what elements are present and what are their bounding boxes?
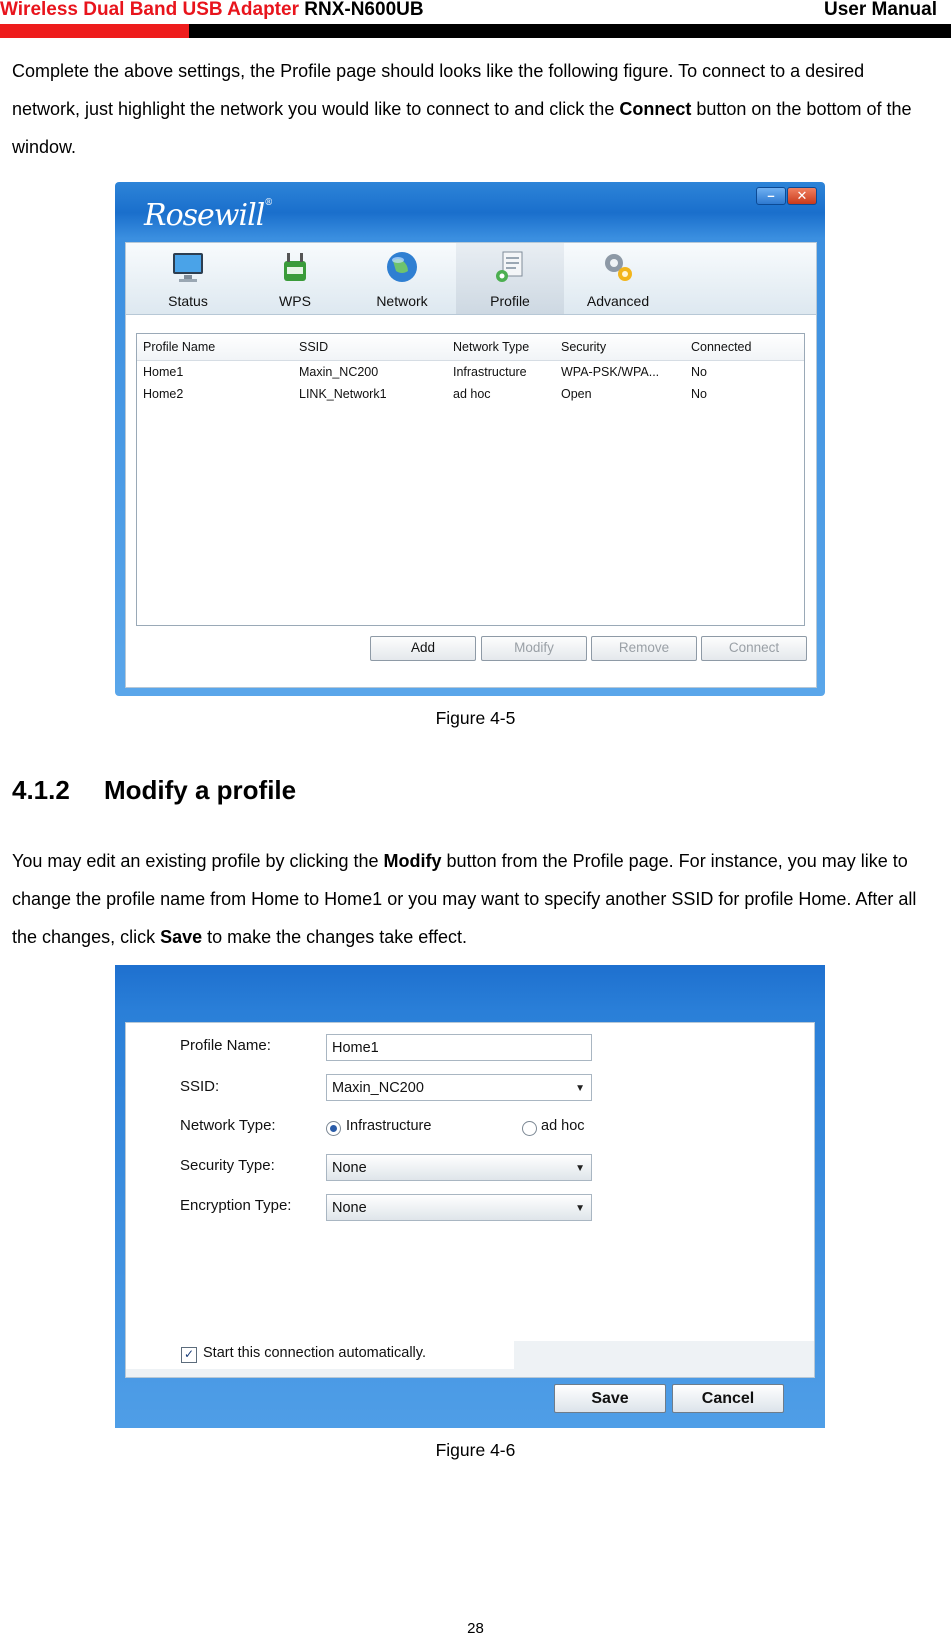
page-header bbox=[0, 0, 951, 38]
section-heading bbox=[12, 775, 296, 806]
profile-panel bbox=[125, 314, 817, 688]
network-type-label: Network Type: bbox=[180, 1117, 276, 1134]
auto-connect-strip bbox=[126, 1341, 814, 1377]
tab-wps[interactable] bbox=[241, 243, 349, 315]
profile-name-input[interactable]: Home1 bbox=[326, 1034, 592, 1061]
model-number: RNX-N600UB bbox=[304, 0, 424, 20]
security-type-label: Security Type: bbox=[180, 1157, 275, 1174]
header-black-bar bbox=[189, 24, 951, 38]
infrastructure-radio-label: Infrastructure bbox=[346, 1118, 432, 1134]
intro-bold-connect: Connect bbox=[619, 99, 692, 119]
header-manual-label: User Manual bbox=[824, 0, 937, 20]
encryption-type-label: Encryption Type: bbox=[180, 1197, 292, 1214]
tab-network[interactable] bbox=[348, 243, 456, 315]
adhoc-radio-label: ad hoc bbox=[541, 1118, 585, 1134]
section-title: Modify a profile bbox=[104, 775, 297, 805]
table-cell: Home2 bbox=[143, 387, 184, 401]
modify-bold-save: Save bbox=[160, 927, 203, 947]
tab-status[interactable] bbox=[134, 243, 242, 315]
minimize-button[interactable]: – bbox=[756, 187, 786, 205]
table-cell: Open bbox=[561, 387, 592, 401]
security-type-value: None bbox=[332, 1160, 367, 1176]
infrastructure-radio[interactable] bbox=[326, 1121, 341, 1136]
tab-profile-label: Profile bbox=[490, 293, 530, 309]
header-red-bar bbox=[0, 24, 189, 38]
auto-connect-label: Start this connection automatically. bbox=[203, 1345, 426, 1361]
modify-profile-window-screenshot bbox=[115, 965, 825, 1428]
ssid-combobox[interactable] bbox=[326, 1074, 592, 1101]
table-cell: WPA-PSK/WPA... bbox=[561, 365, 660, 379]
modify-text-a: You may edit an existing profile by clicking the bbox=[12, 851, 384, 871]
modify-text-b: button from the Profile page. For instance, you may like to change the profile name from Home to Home1 or you may want to specify another SSID for profile Home. After all the changes, click bbox=[12, 851, 917, 947]
globe-icon bbox=[384, 249, 420, 285]
security-type-select[interactable] bbox=[326, 1154, 592, 1181]
gears-icon bbox=[600, 249, 636, 285]
table-cell: LINK_Network1 bbox=[299, 387, 387, 401]
col-network-type[interactable]: Network Type bbox=[453, 340, 530, 354]
tab-network-label: Network bbox=[376, 293, 428, 309]
intro-text-b: button on the bottom of the window. bbox=[12, 99, 912, 157]
encryption-type-select[interactable] bbox=[326, 1194, 592, 1221]
main-toolbar bbox=[125, 242, 817, 316]
col-connected[interactable]: Connected bbox=[691, 340, 752, 354]
tab-profile[interactable] bbox=[456, 243, 564, 315]
col-security[interactable]: Security bbox=[561, 340, 607, 354]
table-row[interactable] bbox=[137, 384, 804, 406]
table-row[interactable] bbox=[137, 362, 804, 384]
table-cell: Infrastructure bbox=[453, 365, 527, 379]
add-button[interactable]: Add bbox=[370, 636, 476, 661]
profile-list[interactable] bbox=[136, 333, 805, 626]
modify-button[interactable]: Modify bbox=[481, 636, 587, 661]
col-profile-name[interactable]: Profile Name bbox=[143, 340, 216, 354]
page-number: 28 bbox=[467, 1620, 484, 1637]
tab-advanced[interactable] bbox=[564, 243, 672, 315]
product-name: Wireless Dual Band USB Adapter bbox=[0, 0, 305, 20]
intro-text-a: Complete the above settings, the Profile page should looks like the following figure. To connect to a desired network, just highlight the network you would like to connect to and click the bbox=[12, 61, 865, 119]
profile-list-header bbox=[137, 334, 804, 361]
modify-bold-modify: Modify bbox=[383, 851, 442, 871]
cancel-button[interactable]: Cancel bbox=[672, 1384, 784, 1413]
auto-connect-checkbox[interactable]: ✓ bbox=[181, 1347, 197, 1363]
table-cell: ad hoc bbox=[453, 387, 491, 401]
intro-paragraph bbox=[12, 52, 937, 166]
remove-button[interactable]: Remove bbox=[591, 636, 697, 661]
table-cell: No bbox=[691, 365, 707, 379]
profile-form bbox=[125, 1022, 815, 1378]
logo-text: Rosewill bbox=[144, 198, 265, 233]
profile-name-label: Profile Name: bbox=[180, 1037, 271, 1054]
chevron-down-icon[interactable]: ▼ bbox=[575, 1163, 585, 1174]
monitor-icon bbox=[170, 249, 206, 285]
chevron-down-icon[interactable]: ▼ bbox=[575, 1203, 585, 1214]
tab-status-label: Status bbox=[168, 293, 208, 309]
figure-4-5-caption: Figure 4-5 bbox=[435, 708, 516, 728]
rosewill-logo bbox=[144, 198, 272, 233]
table-cell: No bbox=[691, 387, 707, 401]
col-ssid[interactable]: SSID bbox=[299, 340, 329, 354]
tab-wps-label: WPS bbox=[279, 293, 311, 309]
save-button[interactable]: Save bbox=[554, 1384, 666, 1413]
connect-button[interactable]: Connect bbox=[701, 636, 807, 661]
profile-document-icon bbox=[492, 249, 528, 285]
tab-advanced-label: Advanced bbox=[586, 293, 650, 309]
header-title bbox=[0, 0, 424, 20]
close-button[interactable]: ✕ bbox=[787, 187, 817, 205]
modify-text-c: to make the changes take effect. bbox=[202, 927, 467, 947]
registered-mark: ® bbox=[264, 198, 273, 208]
profile-window-screenshot bbox=[115, 182, 825, 696]
table-cell: Maxin_NC200 bbox=[299, 365, 379, 379]
ssid-label: SSID: bbox=[180, 1078, 220, 1095]
section-number: 4.1.2 bbox=[12, 775, 70, 805]
wps-router-icon bbox=[277, 249, 313, 285]
encryption-type-value: None bbox=[332, 1200, 367, 1216]
table-cell: Home1 bbox=[143, 365, 184, 379]
auto-connect-area bbox=[126, 1340, 514, 1369]
figure-4-6-caption: Figure 4-6 bbox=[435, 1440, 516, 1460]
ssid-value: Maxin_NC200 bbox=[332, 1080, 424, 1096]
chevron-down-icon[interactable]: ▼ bbox=[575, 1083, 585, 1094]
modify-paragraph bbox=[12, 842, 937, 956]
adhoc-radio[interactable] bbox=[522, 1121, 537, 1136]
